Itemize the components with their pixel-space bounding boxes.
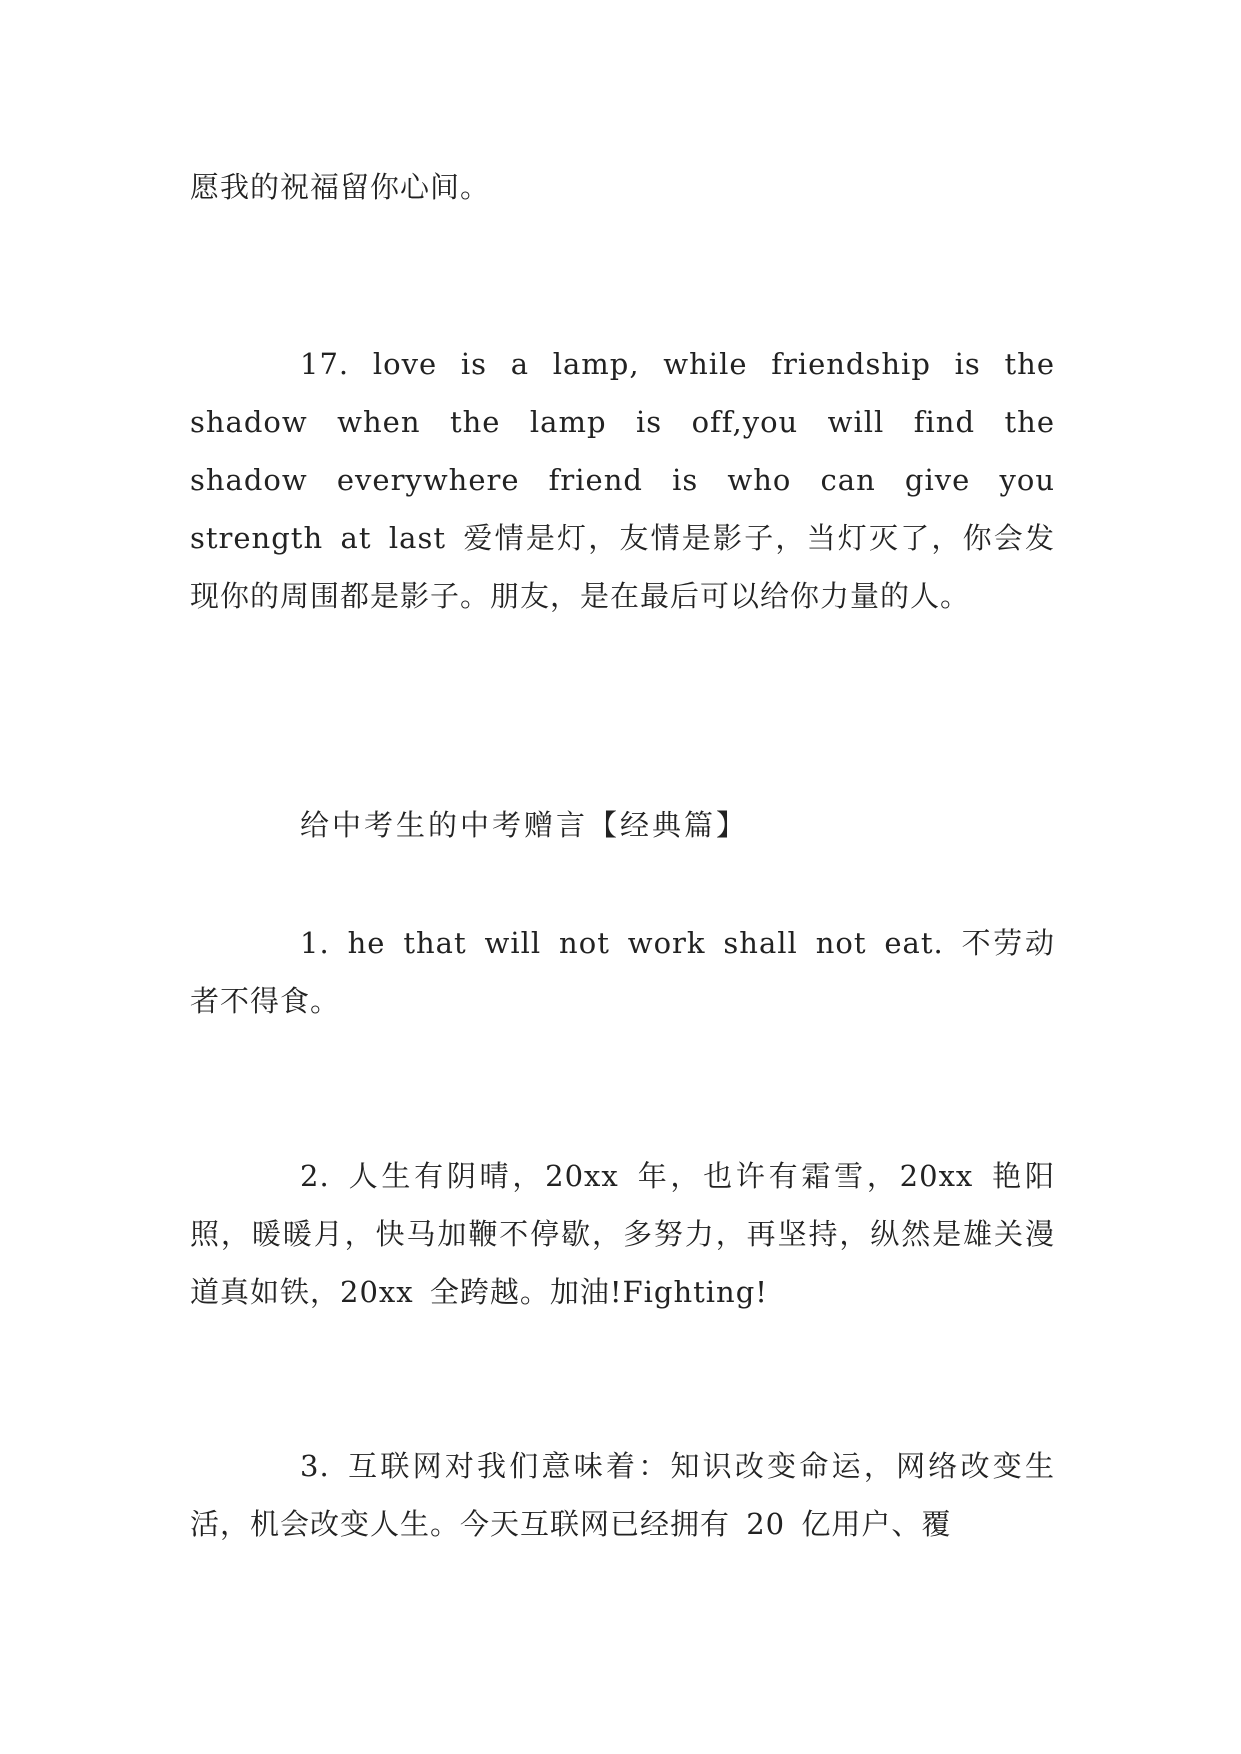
paragraph-blessing: 愿我的祝福留你心间。 <box>190 170 491 204</box>
paragraph-quote-17: 17. love is a lamp, while friendship is the shadow when the lamp is off,you will find the shadow everywhere friend is who can give you strength at last 爱情是灯，友情是影子，当灯灭了，你会发现你的周围都是影子。朋友，是在最后可以给你力量的人。 <box>190 347 1055 613</box>
section-heading: 给中考生的中考赠言【经典篇】 <box>300 808 749 842</box>
paragraph-quote-1: 1. he that will not work shall not eat. 不劳动者不得食。 <box>190 926 1055 1018</box>
paragraph-quote-3: 3. 互联网对我们意味着：知识改变命运，网络改变生活，机会改变人生。今天互联网已经拥有 20 亿用户、覆 <box>190 1449 1055 1541</box>
paragraph-quote-2: 2. 人生有阴晴，20xx 年，也许有霜雪，20xx 艳阳照，暖暖月，快马加鞭不停歇，多努力，再坚持，纵然是雄关漫道真如铁，20xx 全跨越。加油!Fighting! <box>190 1159 1055 1309</box>
